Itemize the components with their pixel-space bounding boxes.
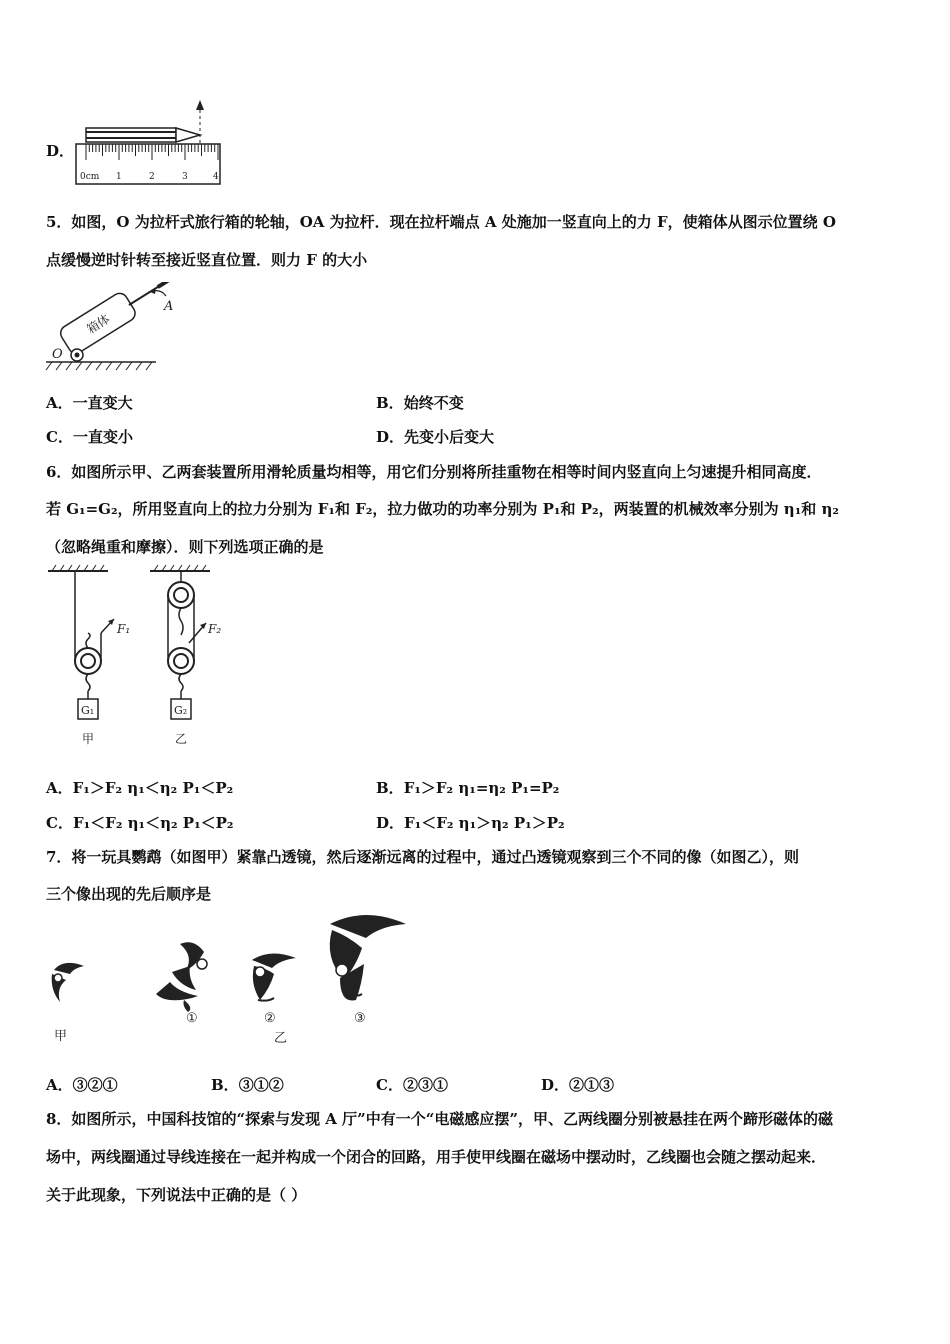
option-text: 始终不变 bbox=[403, 394, 464, 412]
option-label: A． bbox=[46, 394, 73, 412]
q6-f2-label: F₂ bbox=[208, 622, 222, 636]
q6-f1-label: F₁ bbox=[117, 622, 131, 636]
option-text: ②③① bbox=[402, 1076, 448, 1094]
parrot-image-3-icon bbox=[330, 915, 406, 1001]
option-label: D． bbox=[541, 1076, 570, 1094]
q4-option-d-label: D． bbox=[46, 142, 75, 160]
q5-option-b bbox=[376, 392, 464, 413]
q5-point-o: O bbox=[52, 347, 63, 362]
q6-option-a bbox=[46, 777, 233, 798]
q7-option-c bbox=[376, 1074, 448, 1095]
parrot-image-2-icon bbox=[252, 953, 296, 1000]
q8-stem-line2: 场中，两线圈通过导线连接在一起并构成一个闭合的回路，用手使甲线圈在磁场中摆动时，乙线圈也会随之摆动起来． bbox=[46, 1148, 827, 1166]
q8-stem-line1: 8．如图所示，中国科技馆的“探索与发现 A 厅”中有一个“电磁感应摆”，甲、乙两线圈分别被悬挂在两个蹄形磁体的磁 bbox=[46, 1110, 834, 1128]
q6-g1-label: G₁ bbox=[81, 704, 95, 717]
option-text: ③②① bbox=[72, 1076, 118, 1094]
q7-caption-yi: 乙 bbox=[274, 1031, 288, 1046]
option-label: A． bbox=[46, 1076, 73, 1094]
q6-g2-label: G₂ bbox=[174, 704, 188, 717]
q5-stem-line2: 点缓慢逆时针转至接近竖直位置．则力 F 的大小 bbox=[46, 251, 368, 269]
q6-option-c bbox=[46, 812, 234, 833]
ruler-label-4: 4 bbox=[213, 172, 219, 182]
q6-option-d bbox=[376, 812, 565, 833]
q5-option-a bbox=[46, 392, 133, 413]
q6-caption-yi: 乙 bbox=[175, 732, 188, 746]
parrot-image-1-icon bbox=[156, 942, 207, 1012]
q5-option-d bbox=[376, 426, 494, 447]
q6-pulley-figure bbox=[44, 563, 244, 753]
q5-option-c bbox=[46, 426, 133, 447]
q6-stem-line2: 若 G₁=G₂，所用竖直向上的拉力分别为 F₁和 F₂，拉力做功的功率分别为 P₁和 P₂，两装置的机械效率分别为 η₁和 η₂ bbox=[46, 500, 839, 518]
q5-stem-line1: 5．如图，O 为拉杆式旅行箱的轮轴，OA 为拉杆．现在拉杆端点 A 处施加一竖直向上的力 F，使箱体从图示位置绕 O bbox=[46, 213, 836, 231]
ruler-label-2: 2 bbox=[149, 172, 155, 182]
ruler-label-0: 0cm bbox=[80, 172, 100, 182]
option-label: C． bbox=[46, 814, 73, 832]
q8-stem-line3: 关于此现象，下列说法中正确的是（ ） bbox=[46, 1186, 307, 1204]
q7-num-3: ③ bbox=[354, 1011, 366, 1026]
q5-suitcase-figure bbox=[44, 282, 174, 372]
q7-stem-line1: 7．将一玩具鹦鹉（如图甲）紧靠凸透镜，然后逐渐远离的过程中，通过凸透镜观察到三个不同的像（如图乙），则 bbox=[46, 848, 799, 866]
option-text: F₁＜F₂ η₁＞η₂ P₁＞P₂ bbox=[404, 814, 565, 832]
q6-caption-jia: 甲 bbox=[82, 732, 95, 746]
q6-stem-line3: （忽略绳重和摩擦）．则下列选项正确的是 bbox=[46, 538, 324, 556]
q6-stem-line1: 6．如图所示甲、乙两套装置所用滑轮质量均相等，用它们分别将所挂重物在相等时间内竖直向上匀速提升相同高度． bbox=[46, 463, 822, 481]
option-label: B． bbox=[376, 779, 404, 797]
ruler-label-3: 3 bbox=[182, 172, 188, 182]
option-label: C． bbox=[46, 428, 73, 446]
option-text: 一直变小 bbox=[72, 428, 133, 446]
q7-parrot-figure bbox=[44, 908, 424, 1052]
option-label: D． bbox=[376, 814, 405, 832]
option-label: D． bbox=[376, 428, 405, 446]
q6-option-b bbox=[376, 777, 559, 798]
option-label: B． bbox=[211, 1076, 239, 1094]
q7-option-d bbox=[541, 1074, 614, 1095]
q5-point-a: A bbox=[164, 299, 174, 314]
q7-stem-line2: 三个像出现的先后顺序是 bbox=[46, 885, 212, 903]
q7-num-1: ① bbox=[186, 1011, 198, 1026]
q4-ruler-figure bbox=[72, 96, 232, 188]
q7-option-a bbox=[46, 1074, 118, 1095]
option-text: ②①③ bbox=[569, 1076, 615, 1094]
q7-caption-jia: 甲 bbox=[54, 1029, 68, 1044]
parrot-jia-icon bbox=[52, 963, 84, 1002]
option-text: F₁＞F₂ η₁=η₂ P₁=P₂ bbox=[403, 779, 560, 797]
option-label: A． bbox=[46, 779, 73, 797]
q5-box-label: 箱体 bbox=[84, 311, 113, 337]
option-text: 先变小后变大 bbox=[404, 428, 495, 446]
option-text: F₁＞F₂ η₁＜η₂ P₁＜P₂ bbox=[72, 779, 234, 797]
option-text: ③①② bbox=[238, 1076, 284, 1094]
ruler-label-1: 1 bbox=[116, 172, 122, 182]
option-label: B． bbox=[376, 394, 404, 412]
option-text: 一直变大 bbox=[72, 394, 133, 412]
q7-option-b bbox=[211, 1074, 284, 1095]
q7-num-2: ② bbox=[264, 1011, 276, 1026]
option-label: C． bbox=[376, 1076, 403, 1094]
option-text: F₁＜F₂ η₁＜η₂ P₁＜P₂ bbox=[72, 814, 234, 832]
